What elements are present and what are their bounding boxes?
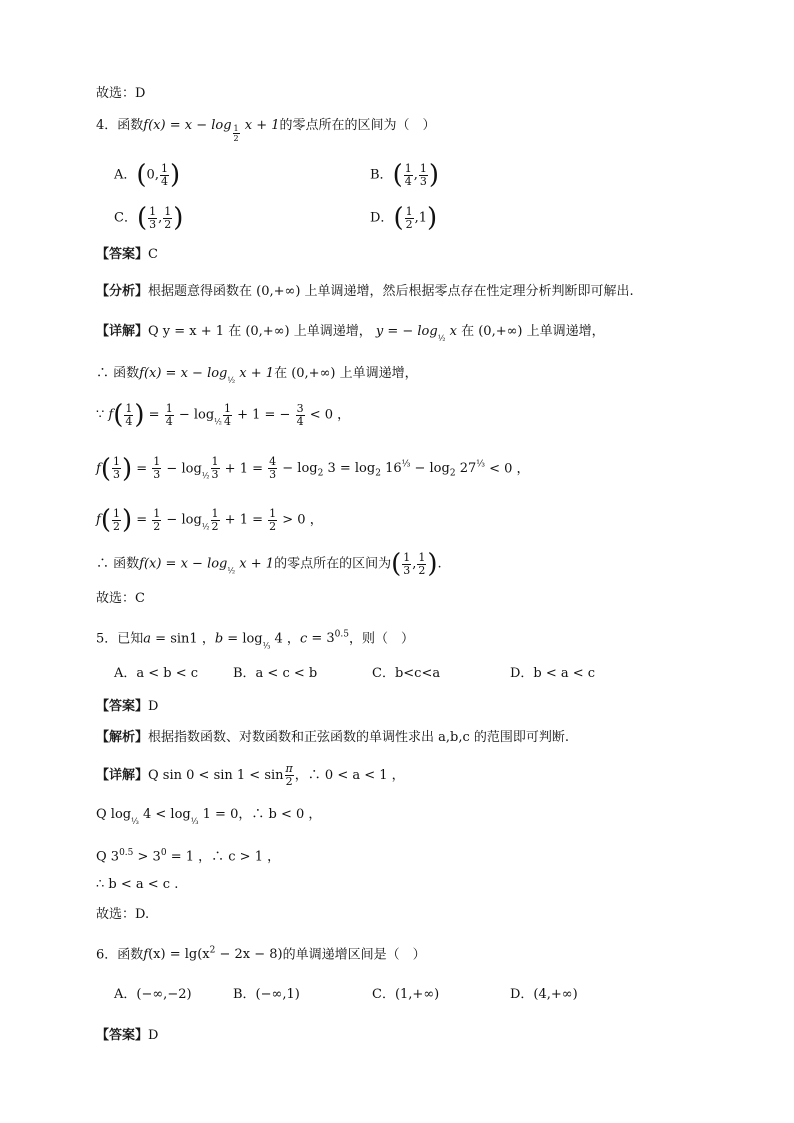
question-5: 5．已知a = sin1 ，$b = \log_{\frac{1}{3}} 4$ ，$c = 3^{0.5}$，则（ ）	[96, 630, 414, 651]
q4-analysis: 【分析】根据题意得函数在 (0,+∞) 上单调递增，然后根据零点存在性定理分析判断即可解出.	[96, 284, 634, 299]
q5-detail-2: Q $\log_{\frac{1}{3}} 4 < \log_{\frac{1}{3}} 1 = 0$，∴ b < 0 ，	[96, 807, 322, 826]
q4-detail-3: ∵ f( $\frac{1}{4}$ ) = $\frac{1}{4}$ − $\log_{\frac{1}{2}}$ $\frac{1}{4}$ + 1 = − $\frac{3}{4}$ < 0 ，	[96, 400, 351, 430]
q5-analysis: 【解析】根据指数函数、对数函数和正弦函数的单调性求出 a,b,c 的范围即可判断.	[96, 730, 570, 745]
answer-select-line: 故选：D	[96, 86, 146, 101]
question-6: 6．函数$f(x) = \lg(x^2 - 2x - 8)$的单调递增区间是（ ）	[96, 946, 426, 963]
q4-option-d: D．( $\frac{1}{2}$ ,1)	[370, 203, 438, 233]
q5-option-c: C．b<c<a	[372, 666, 441, 681]
q6-option-b: B．(−∞,1)	[233, 987, 300, 1002]
q4-detail-6: ∴ 函数$f(x) = x - \log_{\frac{1}{2}} x + 1$的零点所在的区间为( $\frac{1}{3}$ , $\frac{1}{2}$ ).	[96, 549, 442, 579]
q6-answer: 【答案】D	[96, 1028, 159, 1043]
q6-option-d: D．(4,+∞)	[510, 987, 578, 1002]
q4-option-c: C．( $\frac{1}{3}$ , $\frac{1}{2}$ )	[114, 203, 184, 233]
q4-select: 故选：C	[96, 591, 145, 606]
q4-detail-1: 【详解】Q y = x + 1 在 (0,+∞) 上单调递增， y = − $\log_{\frac{1}{2}} x$ 在 (0,+∞) 上单调递增，	[96, 324, 605, 343]
question-4: 4．函数f(x) = x − log $_{\frac{1}{2}}$ x + 1的零点所在的区间为（ ）	[96, 118, 436, 143]
q5-detail-4: ∴ b < a < c .	[96, 877, 179, 892]
q4-option-a: A．(0, $\frac{1}{4}$ )	[114, 160, 181, 190]
q5-option-d: D．b < a < c	[510, 666, 596, 681]
q6-option-a: A．(−∞,−2)	[114, 987, 192, 1002]
q4-detail-5: f( $\frac{1}{2}$ ) = $\frac{1}{2}$ − $\log_{\frac{1}{2}}$ $\frac{1}{2}$ + 1 = $\frac{1}{2}$ > 0 ，	[96, 505, 323, 535]
q4-answer: 【答案】C	[96, 247, 158, 262]
q5-detail-3: Q $3^{0.5} > 3^0 = 1$ ，∴ c > 1 ，	[96, 848, 281, 865]
q5-option-a: A．a < b < c	[114, 666, 199, 681]
q5-option-b: B．a < c < b	[233, 666, 318, 681]
q4-detail-2: ∴ 函数$f(x) = x - \log_{\frac{1}{2}} x + 1$在 (0,+∞) 上单调递增，	[96, 366, 418, 385]
q6-option-c: C．(1,+∞)	[372, 987, 440, 1002]
q4-option-b: B．( $\frac{1}{4}$ , $\frac{1}{3}$ )	[370, 160, 440, 190]
q5-answer: 【答案】D	[96, 699, 159, 714]
q5-detail-1: 【详解】Q sin 0 < sin 1 < sin $\frac{\pi}{2}$ ，∴ 0 < a < 1 ，	[96, 762, 405, 788]
q4-detail-4: f( $\frac{1}{3}$ ) = $\frac{1}{3}$ − $\log_{\frac{1}{2}}$ $\frac{1}{3}$ + 1 = $\frac{4}{3}$ − $\log_2 3 = \log_2 16^{\frac{1}{3}} - \log_2 27^{\frac{1}{3}} < 0$ ，	[96, 453, 530, 484]
q5-select: 故选：D.	[96, 907, 150, 922]
